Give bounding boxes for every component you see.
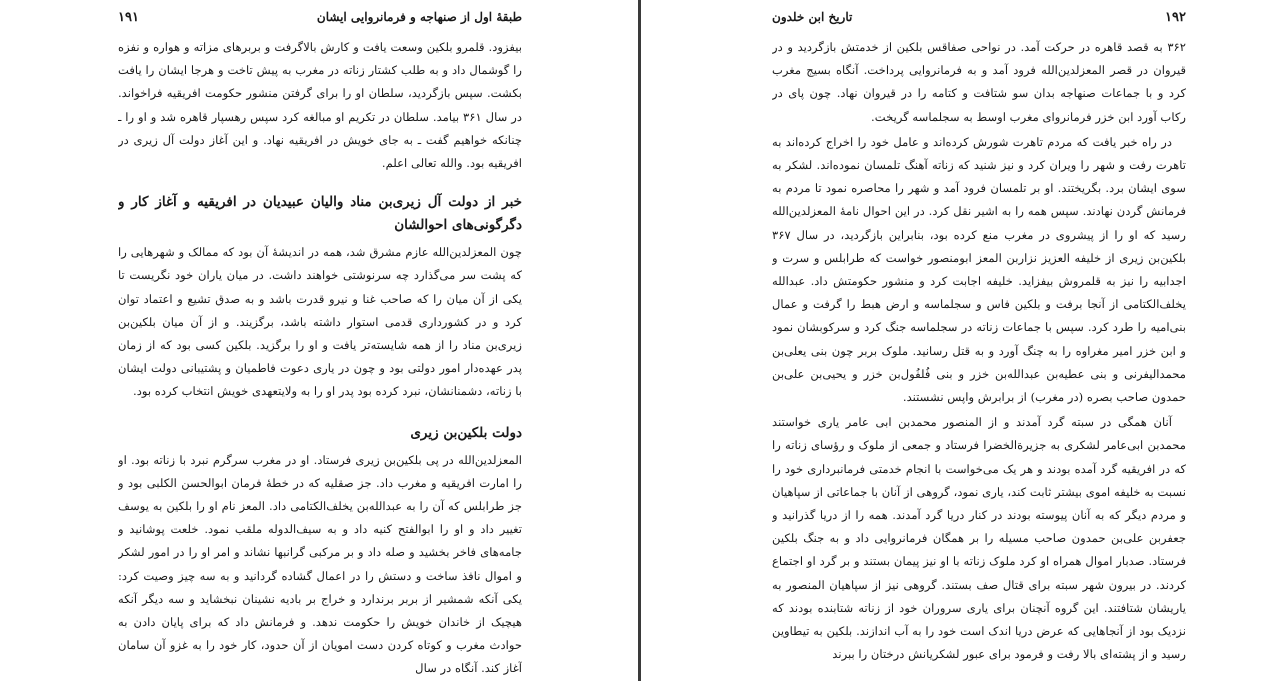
right-page: [772, 0, 1186, 681]
right-running-title: تاریخ ابن خلدون: [772, 10, 853, 24]
section-heading: خبر از دولت آل زیری‌بن مناد والیان عبیدیان در افریقیه و آغاز کار و دگرگونی‌های احوالشان: [118, 194, 522, 234]
right-paragraph: در راه خبر یافت که مردم تاهرت شورش کرده‌اند و عامل خود را اخراج کرده‌اند به تاهرت رفت و شهر را ویران کرد و نیز شنید که زناته آهنگ تلمسان نموده‌اند. لشکر به سوی ایشان برد. بگریختند. او بر تلمسان فرود آمد و شهر را محاصره نمود تا مردم به فرمانش گردن نهادند. سپس همه را به اشیر نقل کرد. در این احوال نامهٔ المعزلدین‌الله رسید که او را از پیشروی در مغرب منع کرده بود، بنابراین بازگردید، در سال ۳۶۷ بلکین‌بن زیری از خلیفه العزیز نزاربن المعز ابومنصور خواست که طرابلس و سرت و اجدابیه را نیز به قلمروش بیفزاید. خلیفه اجابت کرد و منشور حکومتش داد. عبدالله یخلف‌الکتامی از آنجا برفت و بلکین فاس و سجلماسه و ارض هبط را گرفت و عمال بنی‌امیه را طرد کرد. سپس با جماعات زناته در سجلماسه جنگ کرد و سرکوبشان نمود و ابن خزر امیر مغراوه را به چنگ آورد و به قتل رسانید. ملوک بربر چون بنی یعلی‌بن محمدالیفرنی و بنی عطیه‌بن عبدالله‌بن خزر و بنی فُلفُول‌بن خزر و یحیی‌بن علی‌بن حمدون صاحب بصره (در مغرب) از برابرش واپس نشستند.: [772, 134, 1186, 405]
page-gutter-divider: [638, 0, 641, 681]
right-body-text: [772, 36, 1186, 666]
left-page-number: ۱۹۱: [118, 9, 139, 25]
right-paragraph: آنان همگی در سبته گرد آمدند و از المنصور محمدبن ابی عامر یاری خواستند محمدبن ابی‌عامر لشکری به جزیرةالخضرا فرستاد و جمعی از ملوک و رؤسای زناته را که در افریقیه گرد آمده بودند و هر یک می‌خواست با انجام خدمتی فرمانبرداری خود را نسبت به خلیفه اموی بیشتر ثابت کند، یاری نمود، گروهی از آنان با جماعاتی از سپاهیان و مردم دیگر که به آنان پیوسته بودند در کنار دریا گرد آمدند. همه را از دریا گذرانید و جعفربن علی‌بن حمدون صاحب مسیله را بر همگان فرمانروایی داد و به جنگ بلکین فرستاد. صدبار اموال همراه او کرد ملوک زناته با او نیز پیمان بستند و بر گرد او اجتماع کردند. در بیرون شهر سبته برای قتال صف بستند. گروهی نیز از سپاهیان المنصور به یاریشان شتافتند. این گروه آنچنان برای یاری سروران خود از زناته شتابنده بودند که نزدیک بود از آنجاهایی که عرض دریا اندک است خود را به آب اندازند. بلکین به تیطاوین رسید و از پشته‌ای بالا رفت و فرمود برای عبور لشکریانش درختان را ببرند: [772, 415, 1186, 662]
right-page-number: ۱۹۲: [1165, 9, 1186, 25]
left-paragraph: چون المعزلدین‌الله عازم مشرق شد، همه در اندیشهٔ آن بود که ممالک و شهرهایی را که پشت سر می‌گذارد چه سرنوشتی خواهند داشت. در میان یاران خود نگریست تا یکی از آن میان را که صاحب غنا و نیرو قدرت باشد و به صدق تشیع و اعتماد توان کرد و در کشورداری قدمی استوار داشته باشد، برگزیند. و از آن میان بلکین‌بن زیری‌بن مناد را از همه شایسته‌تر یافت و او را برگزید. بلکین کسی بود که از زمان پدر عهده‌دار امور دولتی بود و چون در یاری دعوت فاطمیان و پشتیبانی دولت ایشان با زناته، دشمنانشان، نبرد کرده بود پدر او را به ولایتعهدی خویش انتخاب کرده بود.: [118, 245, 522, 399]
right-paragraph: ۳۶۲ به قصد قاهره در حرکت آمد. در نواحی صفاقس بلکین از خدمتش بازگردید و در قیروان در قصر المعزلدین‌الله فرود آمد و به فرمانروایی پرداخت. آنگاه بسیج مغرب کرد و با جماعات صنهاجه بدان سو شتافت و کتامه را در قیروان نهاد. چون پای در رکاب آورد ابن خزر فرمانروای مغرب اوسط به سجلماسه گریخت.: [772, 40, 1186, 124]
left-paragraph: بیفزود. قلمرو بلکین وسعت یافت و کارش بالاگرفت و بربرهای مزاته و هواره و نفزه را گوشمال داد و به طلب کشتار زناته در مغرب به پیش تاخت و هرجا ایشان را یافت بکشت. سپس بازگردید، سلطان او را برای گرفتن منشور حکومت افریقیه فراخواند. در سال ۳۶۱ بیامد. سلطان در تکریم او مبالغه کرد سپس رهسپار قاهره شد و او را ـ چنانکه خواهیم گفت ـ به جای خویش در افریقیه نهاد. و این آغاز دولت آل زیری در افریقیه بود. والله تعالی اعلم.: [118, 40, 522, 171]
left-body-text: [118, 36, 522, 681]
right-running-head: [772, 6, 1186, 28]
left-running-head: [118, 6, 522, 28]
left-running-title: طبقهٔ اول از صنهاجه و فرمانروایی ایشان: [316, 10, 522, 24]
section-heading: دولت بلکین‌بن زیری: [410, 424, 522, 441]
left-paragraph: المعزلدین‌الله در پی بلکین‌بن زیری فرستاد. او در مغرب سرگرم نبرد با زناته بود. او را امارت افریقیه و مغرب داد. جز صقلیه که در خطهٔ فرمان ابوالحسن الکلبی بود و جز طرابلس که آن را به عبدالله‌بن یخلف‌الکتامی داد. المعز نام او را بلکین به یوسف تغییر داد و او را ابوالفتح کنیه داد و به سیف‌الدوله ملقب نمود. خلعت پوشانید و جامه‌های فاخر بخشید و صله داد و بر مرکبی گرانبها نشاند و امر او را در امور لشکر و اموال نافذ ساخت و دستش را در اعمال گشاده گردانید و به سه چیز وصیت کرد: یکی آنکه شمشیر از بربر برندارد و خراج بر بادیه نشینان نبخشاید و سه دیگر آنکه هیچیک از خاندان خویش را حکومت ندهد. و فرمانش داد که برای پایان دادن به حوادث مغرب و کوتاه کردن دست امویان از آن حدود، کار خود را به غزو آن سامان آغاز کند. آنگاه در سال: [118, 452, 522, 676]
left-page: [118, 0, 522, 681]
